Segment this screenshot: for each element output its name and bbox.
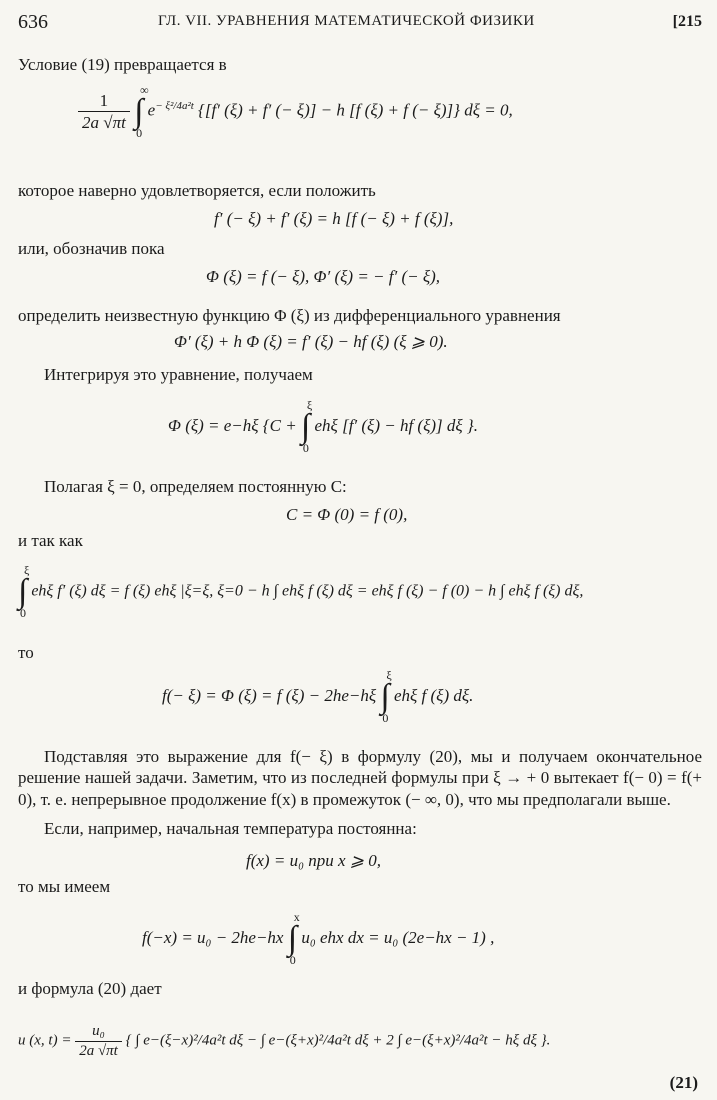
page-header bbox=[18, 10, 702, 38]
integral-sign: x ∫ 0 bbox=[287, 910, 300, 967]
text-line: Если, например, начальная температура постоянна: bbox=[44, 819, 417, 838]
equation-number: (21) bbox=[669, 1073, 698, 1092]
section-number: [215 bbox=[672, 13, 702, 30]
text-line: определить неизвестную функцию Φ (ξ) из дифференциального уравнения bbox=[18, 306, 561, 325]
integral-sign: ∞ ∫ 0 bbox=[134, 82, 149, 140]
equation-condition: $\frac{1}{2a √\pi t}$ ∞ ∫ 0 $e^{- \xi^2/4a^2t}$ {[f′ (ξ) + f′ (− ξ)] − h [f (ξ) + f (− ξ)]} dξ = 0, bbox=[78, 90, 513, 134]
text-line: Полагая ξ = 0, определяем постоянную C: bbox=[44, 477, 347, 496]
page-number: 636 bbox=[18, 11, 48, 33]
equation-boundary: f′ (− ξ) + f′ (ξ) = h [f (− ξ) + f (ξ)], bbox=[214, 209, 454, 228]
text-line: или, обозначив пока bbox=[18, 239, 165, 258]
paragraph: Подставляя это выражение для f(− ξ) в формулу (20), мы и получаем окончательное решение нашей задачи. Заметим, что из последней формулы при ξ → + 0 вытекает f(− 0) = f(+ 0), т. е. непрерывное продолжение f(x) в промежуток (− ∞, 0), что мы предполагали выше. bbox=[18, 747, 702, 809]
text-line: то мы имеем bbox=[18, 877, 111, 896]
chapter-title: ГЛ. VII. УРАВНЕНИЯ МАТЕМАТИЧЕСКОЙ ФИЗИКИ bbox=[158, 13, 535, 29]
text-line: Интегрируя это уравнение, получаем bbox=[44, 365, 313, 384]
equation-final-solution: u (x, t) = $\frac{\text{u₀}}{2a √\pi t}$ { ∫ e−(ξ−x)²/4a²t dξ − ∫ e−(ξ+x)²/4a²t dξ + 2 ∫ e−(ξ+x)²/4a²t − hξ dξ }. bbox=[18, 1023, 551, 1059]
equation-f-minus-x: f(−x) = u₀ − 2he−hx x ∫ 0 u₀ ehx dx = u₀ (2e−hx − 1) , bbox=[142, 910, 495, 967]
integral-sign: ξ ∫ 0 bbox=[18, 563, 30, 620]
book-page bbox=[18, 10, 702, 1090]
fraction: $\frac{1}{2a √\pi t}$ bbox=[78, 90, 130, 134]
text-line: которое наверно удовлетворяется, если положить bbox=[18, 181, 376, 200]
equation-phi-solution: Φ (ξ) = e−hξ {C + ξ ∫ 0 ehξ [f′ (ξ) − hf (ξ)] dξ }. bbox=[168, 398, 478, 455]
equation-initial-temp: f(x) = u₀ при x ⩾ 0, bbox=[246, 851, 382, 870]
fraction: $\frac{\text{u₀}}{2a √\pi t}$ bbox=[75, 1022, 122, 1061]
text-line: и формула (20) дает bbox=[18, 979, 162, 998]
equation-f-negative: f(− ξ) = Φ (ξ) = f (ξ) − 2he−hξ ξ ∫ 0 ehξ f (ξ) dξ. bbox=[162, 668, 474, 725]
equation-integration-parts: ξ ∫ 0 ehξ f′ (ξ) dξ = f (ξ) ehξ |ξ=ξ, ξ=0 − h ∫ ehξ f (ξ) dξ = ehξ f (ξ) − f (0) − h ∫ ehξ f (ξ) dξ, bbox=[18, 563, 584, 620]
equation-ode: Φ′ (ξ) + h Φ (ξ) = f′ (ξ) − hf (ξ) (ξ ⩾ 0). bbox=[174, 332, 448, 351]
text-line: Условие (19) превращается в bbox=[18, 55, 227, 74]
integral-sign: ξ ∫ 0 bbox=[300, 398, 313, 455]
equation-phi-def: Φ (ξ) = f (− ξ), Φ′ (ξ) = − f′ (− ξ), bbox=[206, 267, 441, 286]
equation-constant: C = Φ (0) = f (0), bbox=[286, 505, 408, 524]
text-line: то bbox=[18, 643, 34, 662]
text-line: и так как bbox=[18, 531, 83, 550]
integral-sign: ξ ∫ 0 bbox=[380, 668, 392, 725]
